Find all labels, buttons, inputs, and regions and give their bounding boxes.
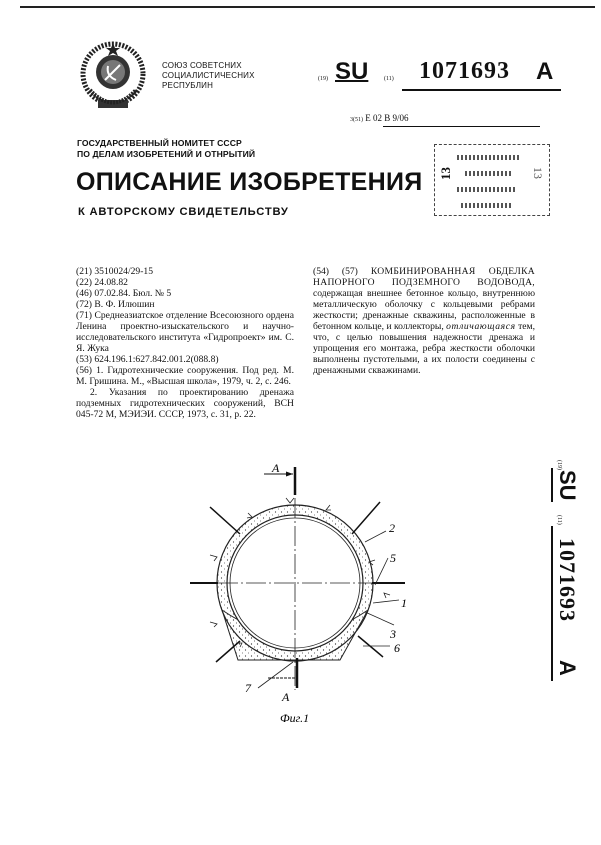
union-name — [162, 61, 255, 91]
union-line: СОЦИАЛИСТИЧЕСНИХ — [162, 71, 255, 80]
document-subtitle: К АВТОРСКОМУ СВИДЕТЕЛЬСТВУ — [78, 206, 289, 218]
side-rule — [551, 468, 553, 502]
ipc-classification — [350, 113, 409, 123]
stamp-number-left: 13 — [438, 167, 453, 180]
callout-1: 1 — [401, 596, 407, 610]
side-patent-kind: A — [555, 660, 580, 676]
patent-number-block — [318, 58, 578, 94]
publication-date: (46) 07.02.84. Бюл. № 5 — [76, 288, 172, 299]
abstract-text: тем, что, с целью повышения надежности дренажа и упрощения его монтажа, ребра жесткости оболочки выполнены пустотелыми, а их полости соединены с дренажными скважинами. — [313, 321, 535, 376]
union-line: СОЮЗ СОВЕТСНИХ — [162, 61, 242, 70]
side-country-code: SU — [555, 470, 580, 501]
ipc-code-label: 3(51) — [350, 117, 363, 123]
patent-number: 1071693 — [419, 58, 510, 84]
side-rule — [551, 526, 553, 681]
number-code-label: (11) — [384, 76, 394, 82]
applicant: (71) Среднеазиатское отделение Всесоюзного ордена Ленина проектно-изыскательского и научно-исследовательского института «Гидропроект» им. С. Я. Жука — [76, 310, 294, 354]
reference-1: (56) 1. Гидротехнические сооружения. Под ред. М. М. Гришина. М., «Высшая школа», 1979, ч. 2, с. 246. — [76, 365, 294, 387]
inventor: (72) В. Ф. Илюшин — [76, 299, 155, 310]
country-code-label: (19) — [318, 76, 328, 82]
library-stamp — [434, 144, 550, 216]
filing-date: (22) 24.08.82 — [76, 277, 128, 288]
committee-line: ПО ДЕЛАМ ИЗОБРЕТЕНИЙ И ОТНРЫТИЙ — [77, 148, 256, 159]
abstract-text: содержащая внешнее бетонное кольцо, внутреннюю металлическую оболочку с кольцевыми ребрами жесткости; дренажные скважины, расположенные в бетонном кольце, и коллекторы, — [313, 288, 535, 332]
application-number: (21) 3510024/29-15 — [76, 266, 154, 277]
abstract-emphasis: отличающаяся — [446, 321, 516, 332]
side-number-code-label: (11) — [556, 515, 562, 525]
stamp-text-line — [457, 187, 517, 192]
abstract-codes: (54) (57) — [313, 266, 358, 277]
patent-kind: A — [536, 58, 554, 85]
stamp-text-line — [461, 203, 513, 208]
callout-7: 7 — [245, 681, 251, 695]
figure-caption: Фиг.1 — [280, 711, 310, 725]
union-line: РЕСПУБЛИН — [162, 81, 214, 90]
stamp-text-line — [457, 155, 521, 160]
callout-3: 3 — [390, 627, 396, 641]
abstract — [313, 266, 535, 376]
collector — [352, 502, 380, 534]
collector — [358, 636, 383, 657]
committee-name — [77, 138, 255, 159]
country-code: SU — [335, 58, 369, 85]
collector — [210, 507, 240, 534]
section-label-top: А — [272, 461, 280, 475]
stamp-number-right: 13 — [531, 167, 545, 179]
stamp-text-line — [465, 171, 513, 176]
committee-line: ГОСУДАРСТВЕННЫЙ НОМИТЕТ СССР — [77, 138, 242, 148]
cross-section-figure — [190, 450, 450, 740]
top-rule — [20, 6, 595, 8]
callout-6: 6 — [394, 641, 400, 655]
ipc-underline — [383, 126, 540, 127]
callout-5: 5 — [390, 551, 396, 565]
number-underline — [402, 89, 561, 91]
side-country-code-label: (19) — [556, 460, 562, 470]
reference-2: 2. Указания по проектированию дренажа подземных гидротехнических сооружений, ВСН 045-72 М, МЭИЭИ. СССР, 1973, с. 31, р. 22. — [76, 387, 294, 420]
ipc-value: E 02 B 9/06 — [365, 113, 409, 123]
callout-2: 2 — [389, 521, 395, 535]
section-label-bottom: А — [282, 690, 290, 704]
ussr-state-emblem-icon — [78, 40, 148, 115]
document-title: ОПИСАНИЕ ИЗОБРЕТЕНИЯ — [76, 168, 423, 196]
invention-title: КОМБИНИРОВАННАЯ ОБДЕЛКА НАПОРНОГО ПОДЗЕМНОГО ВОДОВОДА, — [313, 266, 536, 288]
side-patent-number — [540, 460, 580, 690]
udc-code: (53) 624.196.1:627.842.001.2(088.8) — [76, 354, 219, 365]
bibliographic-data — [76, 266, 294, 420]
side-patent-number-value: 1071693 — [555, 538, 580, 622]
